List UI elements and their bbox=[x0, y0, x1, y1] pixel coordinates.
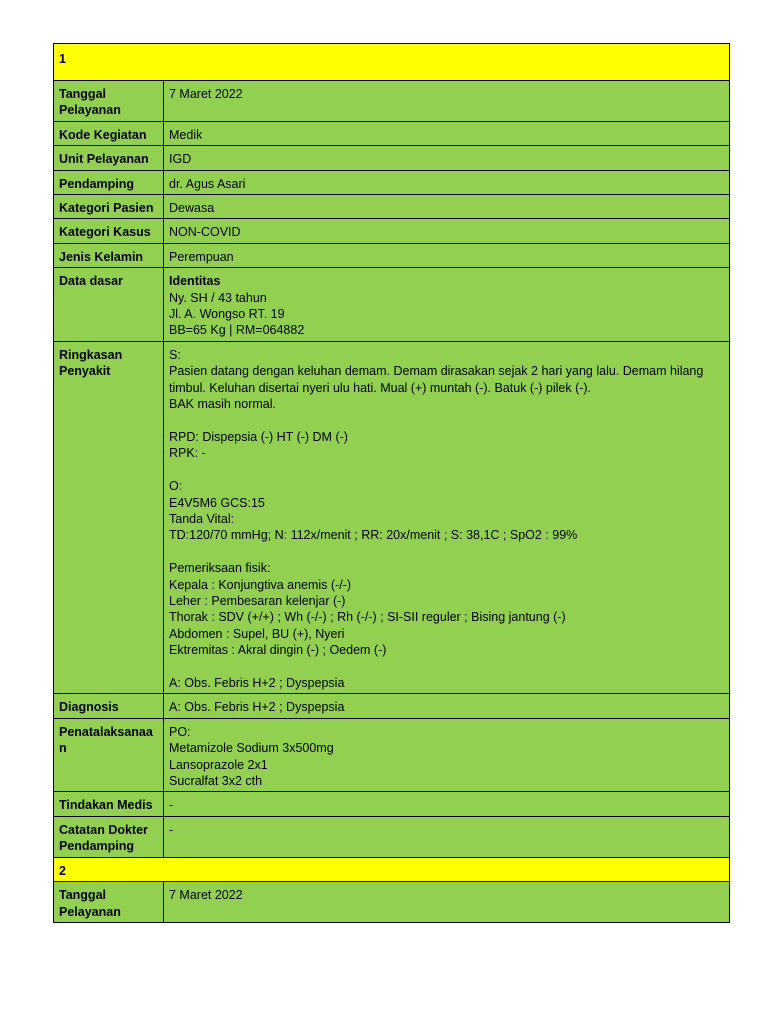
ringkasan-line: Tanda Vital: bbox=[169, 511, 235, 526]
ringkasan-line: RPD: Dispepsia (-) HT (-) DM (-) bbox=[169, 429, 348, 444]
row-value-tanggal-pelayanan: 7 Maret 2022 bbox=[164, 81, 730, 122]
row-label-kategori-kasus: Kategori Kasus bbox=[54, 219, 164, 243]
row-label-kode-kegiatan: Kode Kegiatan bbox=[54, 121, 164, 145]
table-row bbox=[54, 792, 730, 816]
ringkasan-line: Pemeriksaan fisik: bbox=[169, 561, 271, 576]
row-value-kategori-pasien: Dewasa bbox=[164, 195, 730, 219]
table-row bbox=[54, 718, 730, 792]
ringkasan-line bbox=[169, 544, 724, 560]
table-row bbox=[54, 121, 730, 145]
row-label-diagnosis: Diagnosis bbox=[54, 694, 164, 718]
table-row bbox=[54, 146, 730, 170]
ringkasan-line: E4V5M6 GCS:15 bbox=[169, 495, 265, 510]
row-value-kode-kegiatan: Medik bbox=[164, 121, 730, 145]
ringkasan-line: Abdomen : Supel, BU (+), Nyeri bbox=[169, 626, 345, 641]
row-value-jenis-kelamin: Perempuan bbox=[164, 243, 730, 267]
identitas-heading: Identitas bbox=[169, 274, 221, 289]
row-label-data-dasar: Data dasar bbox=[54, 268, 164, 342]
row-value-ringkasan-penyakit bbox=[164, 341, 730, 693]
identitas-line: Jl. A. Wongso RT. 19 bbox=[169, 307, 285, 322]
table-row bbox=[54, 243, 730, 267]
ringkasan-line: Leher : Pembesaran kelenjar (-) bbox=[169, 593, 346, 608]
penatalaksanaan-line: Metamizole Sodium 3x500mg bbox=[169, 741, 334, 756]
ringkasan-line: Thorak : SDV (+/+) ; Wh (-/-) ; Rh (-/-) ; SI-SII reguler ; Bising jantung (-) bbox=[169, 610, 566, 625]
ringkasan-line bbox=[169, 659, 724, 675]
ringkasan-line: BAK masih normal. bbox=[169, 397, 276, 412]
table-row bbox=[54, 268, 730, 342]
row-value-unit-pelayanan: IGD bbox=[164, 146, 730, 170]
row-label-unit-pelayanan: Unit Pelayanan bbox=[54, 146, 164, 170]
row-label-ringkasan-penyakit: Ringkasan Penyakit bbox=[54, 341, 164, 693]
table-row bbox=[54, 219, 730, 243]
table-row bbox=[54, 170, 730, 194]
ringkasan-line: S: bbox=[169, 347, 181, 362]
row-value-tindakan-medis: - bbox=[164, 792, 730, 816]
ringkasan-line: Pasien datang dengan keluhan demam. Demam dirasakan sejak 2 hari yang lalu. Demam hilang timbul. Keluhan disertai nyeri ulu hati. Mual (+) muntah (-). Batuk (-) pilek (-). bbox=[169, 364, 707, 395]
table-row bbox=[54, 816, 730, 857]
table-row bbox=[54, 341, 730, 693]
ringkasan-line: A: Obs. Febris H+2 ; Dyspepsia bbox=[169, 675, 345, 690]
table-row bbox=[54, 882, 730, 923]
row-label-penatalaksanaan: Penatalaksanaan bbox=[54, 718, 164, 792]
penatalaksanaan-line: Sucralfat 3x2 cth bbox=[169, 773, 263, 788]
entry-number: 1 bbox=[54, 44, 730, 81]
row-value-penatalaksanaan bbox=[164, 718, 730, 792]
entry-header-row bbox=[54, 857, 730, 881]
row-value-catatan-dokter: - bbox=[164, 816, 730, 857]
table-row bbox=[54, 195, 730, 219]
ringkasan-line: RPK: - bbox=[169, 446, 206, 461]
table-row bbox=[54, 81, 730, 122]
row-value-tanggal-pelayanan: 7 Maret 2022 bbox=[164, 882, 730, 923]
entry-header-row bbox=[54, 44, 730, 81]
patient-record-table bbox=[53, 43, 730, 923]
row-label-jenis-kelamin: Jenis Kelamin bbox=[54, 243, 164, 267]
table-row bbox=[54, 694, 730, 718]
ringkasan-line: TD:120/70 mmHg; N: 112x/menit ; RR: 20x/menit ; S: 38,1C ; SpO2 : 99% bbox=[169, 528, 578, 543]
row-label-catatan-dokter: Catatan Dokter Pendamping bbox=[54, 816, 164, 857]
row-label-tanggal-pelayanan: Tanggal Pelayanan bbox=[54, 81, 164, 122]
ringkasan-line: Kepala : Konjungtiva anemis (-/-) bbox=[169, 577, 352, 592]
ringkasan-line bbox=[169, 462, 724, 478]
row-label-pendamping: Pendamping bbox=[54, 170, 164, 194]
identitas-line: BB=65 Kg | RM=064882 bbox=[169, 323, 305, 338]
identitas-line: Ny. SH / 43 tahun bbox=[169, 290, 267, 305]
row-label-kategori-pasien: Kategori Pasien bbox=[54, 195, 164, 219]
row-value-pendamping: dr. Agus Asari bbox=[164, 170, 730, 194]
ringkasan-line: Ektremitas : Akral dingin (-) ; Oedem (-) bbox=[169, 643, 387, 658]
row-value-diagnosis: A: Obs. Febris H+2 ; Dyspepsia bbox=[164, 694, 730, 718]
row-label-tanggal-pelayanan: Tanggal Pelayanan bbox=[54, 882, 164, 923]
penatalaksanaan-line: Lansoprazole 2x1 bbox=[169, 757, 268, 772]
penatalaksanaan-line: PO: bbox=[169, 724, 191, 739]
ringkasan-line bbox=[169, 413, 724, 429]
row-value-kategori-kasus: NON-COVID bbox=[164, 219, 730, 243]
ringkasan-line: O: bbox=[169, 479, 183, 494]
entry-number: 2 bbox=[54, 857, 730, 881]
row-label-tindakan-medis: Tindakan Medis bbox=[54, 792, 164, 816]
row-value-data-dasar bbox=[164, 268, 730, 342]
